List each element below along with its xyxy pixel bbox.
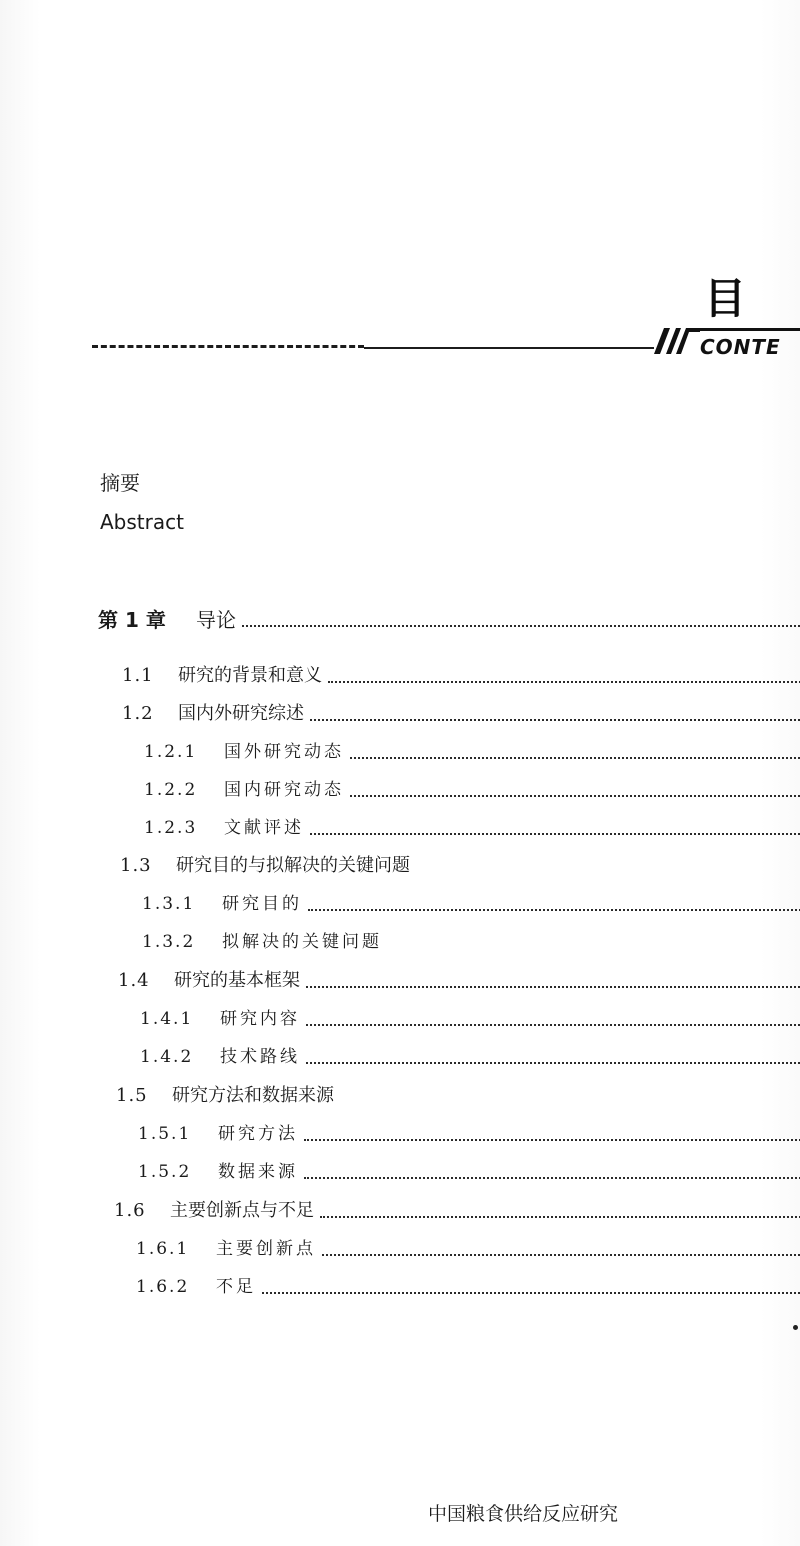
entry-number: 1.2.3: [144, 818, 198, 838]
toc-entry-1-3-1[interactable]: [142, 893, 800, 915]
toc-chapter-1[interactable]: [98, 607, 800, 633]
entry-number: 1.5.1: [138, 1124, 192, 1144]
leader-dots: [262, 1290, 800, 1294]
toc-entry-1-4-1[interactable]: [140, 1008, 800, 1030]
entry-title: 文献评述: [224, 818, 304, 838]
entry-title: 研究方法: [218, 1124, 298, 1144]
entry-title: 数据来源: [218, 1162, 298, 1182]
entry-title: 研究的背景和意义: [178, 665, 322, 686]
entry-title: 技术路线: [220, 1047, 300, 1067]
entry-number: 1.2: [122, 703, 154, 724]
entry-title: 研究目的与拟解决的关键问题: [176, 855, 410, 876]
entry-number: 1.1: [122, 665, 154, 686]
leader-dots: [350, 755, 800, 759]
entry-title: 国外研究动态: [224, 742, 344, 762]
chapter-number: 第 1 章: [98, 608, 166, 632]
entry-number: 1.4.1: [140, 1009, 194, 1029]
toc-entry-1-5[interactable]: [116, 1084, 800, 1108]
page-mark: [793, 1325, 798, 1330]
entry-number: 1.3.1: [142, 894, 196, 914]
contents-title-char: 目: [704, 274, 747, 323]
toc-entry-1-5-2[interactable]: [138, 1161, 800, 1183]
entry-title: 研究的基本框架: [174, 970, 300, 991]
toc-entry-1-3[interactable]: [120, 854, 800, 878]
entry-title: 研究方法和数据来源: [172, 1085, 334, 1106]
entry-title: 拟解决的关键问题: [222, 932, 382, 952]
entry-title: 主要创新点: [216, 1239, 316, 1259]
toc-entry-1-2-2[interactable]: [144, 779, 800, 801]
toc-entry-1-5-1[interactable]: [138, 1123, 800, 1145]
toc-entry-1-2-3[interactable]: [144, 817, 800, 839]
entry-number: 1.6.1: [136, 1239, 190, 1259]
solid-rule: [364, 347, 654, 349]
entry-title: 国内外研究综述: [178, 703, 304, 724]
toc-entry-1-4[interactable]: [118, 969, 800, 993]
toc-entry-1-6-1[interactable]: [136, 1238, 800, 1260]
contents-label: CONTE: [700, 335, 781, 359]
leader-dots: [306, 984, 800, 988]
entry-number: 1.6.2: [136, 1277, 190, 1297]
entry-number: 1.2.1: [144, 742, 198, 762]
dashed-rule: [92, 345, 364, 351]
leader-dots: [306, 1060, 800, 1064]
toc-entry-1-6[interactable]: [114, 1199, 800, 1223]
toc-entry-1-1[interactable]: [122, 664, 800, 688]
leader-dots: [242, 623, 800, 627]
toc-entry-1-4-2[interactable]: [140, 1046, 800, 1068]
leader-dots: [308, 907, 800, 911]
entry-title: 主要创新点与不足: [170, 1200, 314, 1221]
entry-number: 1.4.2: [140, 1047, 194, 1067]
leader-dots: [322, 1252, 800, 1256]
abstract-cn-entry[interactable]: 摘要: [100, 471, 140, 495]
leader-dots: [304, 1175, 800, 1179]
entry-title: 研究目的: [222, 894, 302, 914]
entry-number: 1.3: [120, 855, 152, 876]
toc-entry-1-6-2[interactable]: [136, 1276, 800, 1298]
entry-number: 1.4: [118, 970, 150, 991]
leader-dots: [350, 793, 800, 797]
chapter-title: 导论: [196, 608, 236, 632]
entry-number: 1.6: [114, 1200, 146, 1221]
running-footer-title: 中国粮食供给反应研究: [428, 1503, 619, 1525]
leader-dots: [306, 1022, 800, 1026]
leader-dots: [320, 1214, 800, 1218]
entry-title: 国内研究动态: [224, 780, 344, 800]
contents-bar: [686, 328, 800, 331]
leader-dots: [304, 1137, 800, 1141]
abstract-en-entry[interactable]: Abstract: [100, 510, 184, 534]
leader-dots: [310, 717, 800, 721]
entry-number: 1.2.2: [144, 780, 198, 800]
toc-entry-1-3-2[interactable]: [142, 931, 800, 953]
leader-dots: [328, 679, 800, 683]
leader-dots: [310, 831, 800, 835]
entry-number: 1.5.2: [138, 1162, 192, 1182]
entry-title: 研究内容: [220, 1009, 300, 1029]
entry-title: 不足: [216, 1277, 256, 1297]
toc-entry-1-2-1[interactable]: [144, 741, 800, 763]
entry-number: 1.5: [116, 1085, 148, 1106]
toc-entry-1-2[interactable]: [122, 702, 800, 726]
entry-number: 1.3.2: [142, 932, 196, 952]
